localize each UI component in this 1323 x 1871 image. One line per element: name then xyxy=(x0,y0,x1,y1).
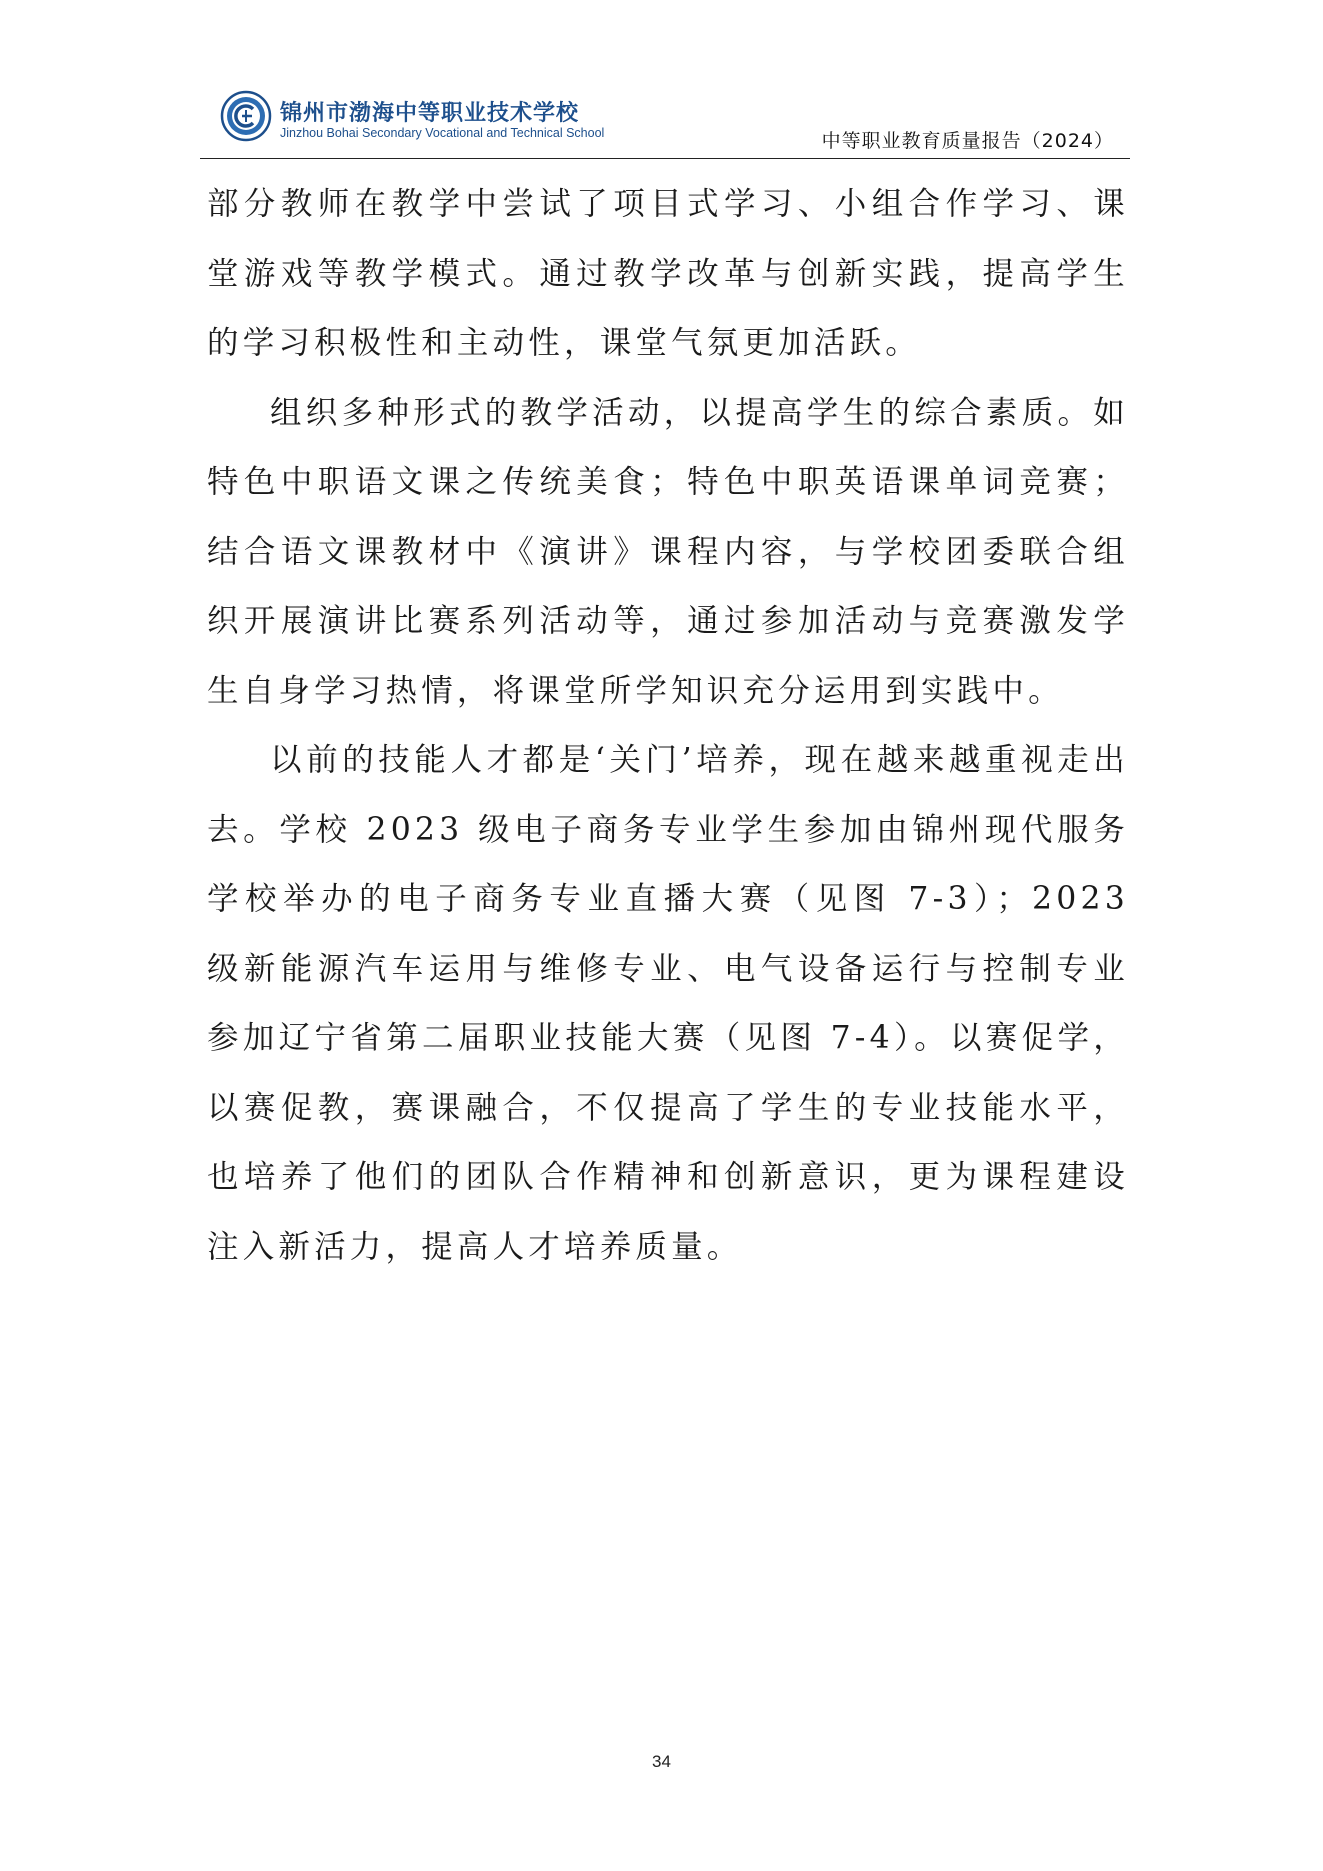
report-title: 中等职业教育质量报告（2024） xyxy=(821,130,1114,152)
page-body xyxy=(207,170,1129,1282)
body-paragraph-3: 以前的技能人才都是‘关门’培养，现在越来越重视走出去。学校 2023 级电子商务专业学生参加由锦州现代服务学校举办的电子商务专业直播大赛（见图 7-3）；2023 级新能源汽车运用与维修专业、电气设备运行与控制专业参加辽宁省第二届职业技能大赛（见图 7-4）。以赛促学，以赛促教，赛课融合，不仅提高了学生的专业技能水平，也培养了他们的团队合作精神和创新意识，更为课程建设注入新活力，提高人才培养质量。 xyxy=(207,742,1129,1265)
school-emblem-icon xyxy=(220,90,272,142)
body-paragraph-1: 部分教师在教学中尝试了项目式学习、小组合作学习、课堂游戏等教学模式。通过教学改革与创新实践，提高学生的学习积极性和主动性，课堂气氛更加活跃。 xyxy=(207,186,1129,361)
page-header xyxy=(200,90,1130,158)
body-paragraph-2: 组织多种形式的教学活动，以提高学生的综合素质。如特色中职语文课之传统美食；特色中职英语课单词竞赛；结合语文课教材中《演讲》课程内容，与学校团委联合组织开展演讲比赛系列活动等，通过参加活动与竞赛激发学生自身学习热情，将课堂所学知识充分运用到实践中。 xyxy=(207,394,1129,709)
header-divider xyxy=(200,158,1130,159)
school-name: 锦州市渤海中等职业技术学校 xyxy=(280,101,580,126)
page-number: 34 xyxy=(652,1752,671,1771)
school-name-en: Jinzhou Bohai Secondary Vocational and Technical School xyxy=(280,126,605,140)
